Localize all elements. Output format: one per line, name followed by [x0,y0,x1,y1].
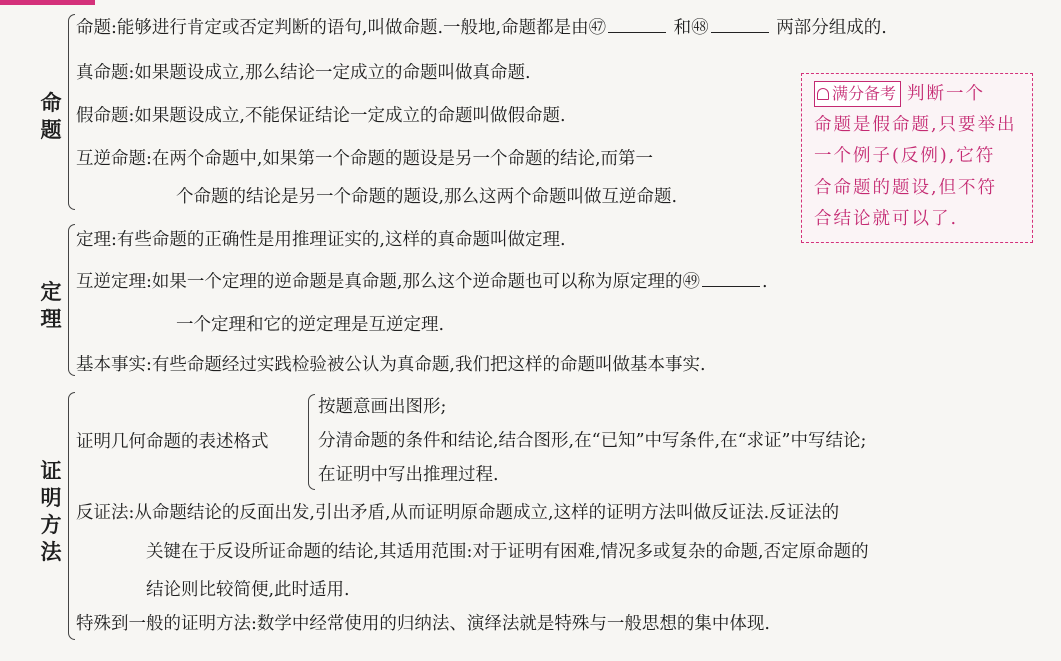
section-label-theorem: 定 理 [40,280,62,331]
blank-47[interactable] [608,17,666,33]
tip-line-3: 一个例子(反例),它符 [814,146,996,166]
brace-proposition [68,14,75,210]
tip-line-4: 合命题的题设,但不符 [814,178,998,198]
brace-format-steps [308,394,315,490]
tip-box [801,73,1033,243]
true-proposition-text: 真命题:如果题设成立,那么结论一定成立的命题叫做真命题. [76,63,531,83]
blank-number-48: ㊽ [691,18,709,38]
blank-48[interactable] [711,17,769,33]
blank-number-47: ㊼ [588,18,607,38]
special-to-general-text: 特殊到一般的证明方法:数学中经常使用的归纳法、演绎法就是特殊与一般思想的集中体现. [76,614,770,634]
tip-line-2: 命题是假命题,只要举出 [814,115,1017,135]
proof-step-1: 按题意画出图形; [318,397,447,417]
contradiction-line-3: 结论则比较简便,此时适用. [146,580,350,600]
brace-proof [68,392,75,640]
contradiction-line-2: 关键在于反设所证命题的结论,其适用范围:对于证明有困难,情况多或复杂的命题,否定原命题的 [146,542,869,562]
converse-theorem-line-1: 互逆定理:如果一个定理的逆命题是真命题,那么这个逆命题也可以称为原定理的㊾ . [76,272,768,292]
blank-number-49: ㊾ [682,272,700,292]
tip-badge: 满分备考 [814,81,901,107]
contradiction-line-1: 反证法:从命题结论的反面出发,引出矛盾,从而证明原命题成立,这样的证明方法叫做反证法.反证法的 [76,503,840,523]
theorem-definition: 定理:有些命题的正确性是用推理证实的,这样的真命题叫做定理. [76,230,566,250]
converse-proposition-line-1: 互逆命题:在两个命题中,如果第一个命题的题设是另一个命题的结论,而第一 [76,149,654,169]
basic-fact-text: 基本事实:有些命题经过实践检验被公认为真命题,我们把这样的命题叫做基本事实. [76,355,706,375]
converse-proposition-line-2: 个命题的结论是另一个命题的题设,那么这两个命题叫做互逆命题. [176,187,678,207]
proof-step-3: 在证明中写出推理过程. [318,465,499,485]
false-proposition-text: 假命题:如果题设成立,不能保证结论一定成立的命题叫做假命题. [76,106,566,126]
converse-theorem-line-2: 一个定理和它的逆定理是互逆定理. [176,315,445,335]
section-label-proposition: 命 题 [40,91,62,142]
proof-format-label: 证明几何命题的表述格式 [76,432,269,452]
tip-line-1: 满分备考 判断一个 [814,81,985,107]
bell-icon [817,88,829,100]
proof-step-2: 分清命题的条件和结论,结合图形,在“已知”中写条件,在“求证”中写结论; [318,431,867,451]
top-accent-bar [0,0,95,5]
section-label-proof: 证 明 方 法 [40,459,62,564]
proposition-definition: 命题:能够进行肯定或否定判断的语句,叫做命题.一般地,命题都是由㊼ 和㊽ 两部分组成的. [76,18,887,38]
tip-line-5: 合结论就可以了. [814,209,959,229]
brace-theorem [68,224,75,376]
blank-49[interactable] [702,271,760,287]
